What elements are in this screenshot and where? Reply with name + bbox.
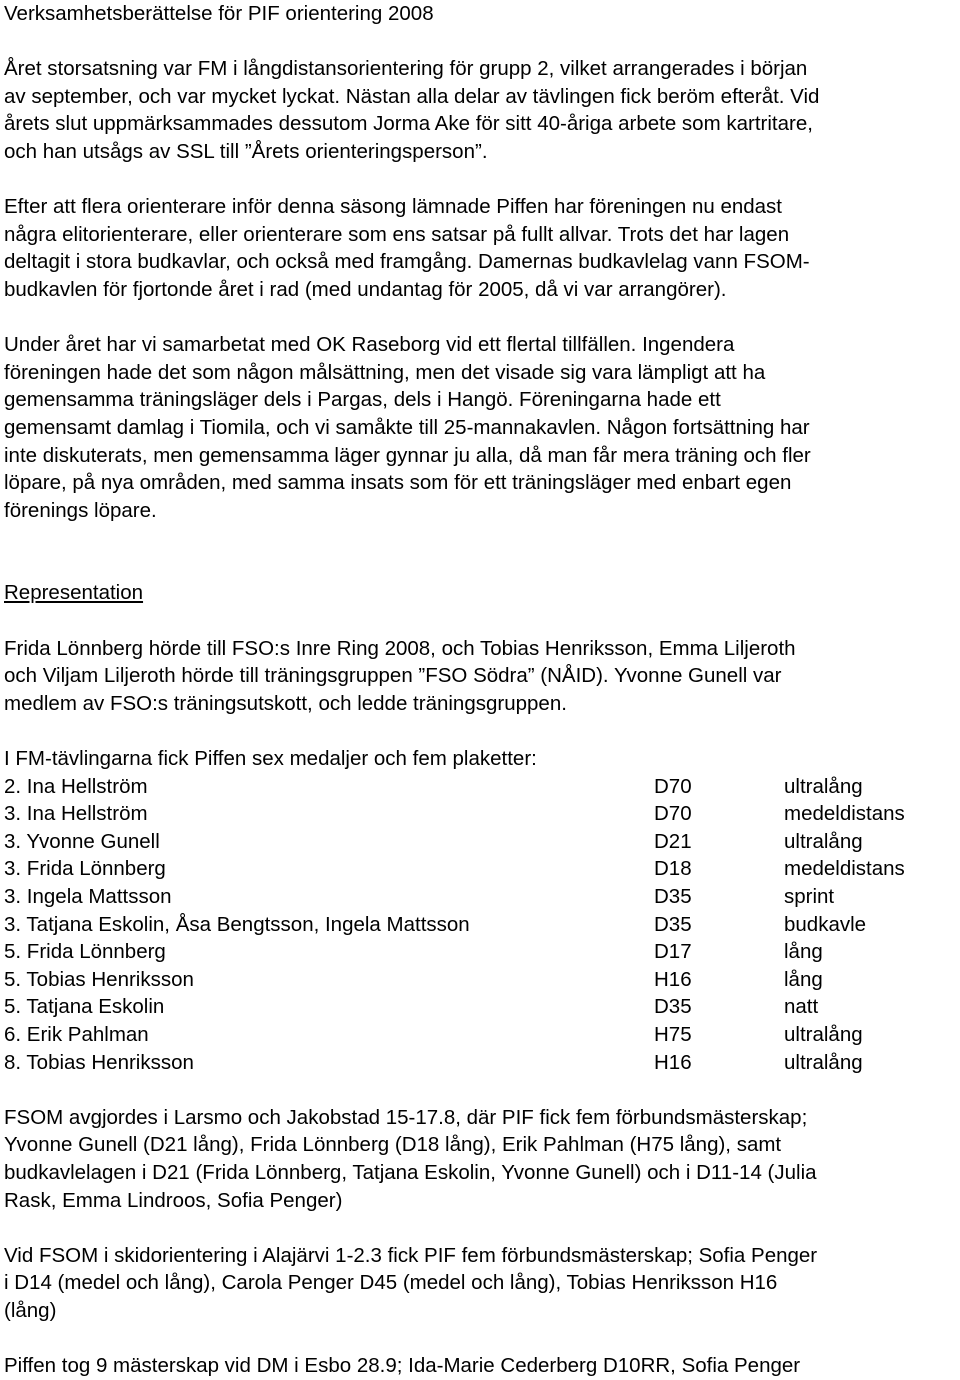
medal-class: D17 (654, 940, 692, 964)
text-line: årets slut uppmärksammades dessutom Jorma Ake för sitt 40-åriga arbete som kartritare, (4, 112, 813, 136)
text-line: föreningen hade det som någon målsättning, men det visade sig vara lämpligt att ha (4, 360, 766, 384)
list-item (4, 993, 960, 1021)
list-item (4, 1049, 960, 1077)
list-item (4, 1021, 960, 1049)
spacer (4, 28, 960, 56)
medal-class: D70 (654, 774, 692, 798)
text-line: Piffen tog 9 mästerskap vid DM i Esbo 28.9; Ida-Marie Cederberg D10RR, Sofia Penger (4, 1354, 801, 1378)
paragraph-representation (4, 635, 960, 718)
medal-distance: sprint (784, 885, 835, 908)
medals-intro: I FM-tävlingarna fick Piffen sex medaljer och fem plaketter: (4, 747, 537, 771)
document-title: Verksamhetsberättelse för PIF orientering 2008 (4, 2, 434, 25)
medal-distance: medeldistans (784, 802, 905, 826)
text-line: i D14 (medel och lång), Carola Penger D45 (medel och lång), Tobias Henriksson H16 (4, 1271, 778, 1295)
medal-name: 2. Ina Hellström (4, 774, 148, 798)
text-line: löpare, på nya områden, med samma insats som för ett träningsläger med enbart egen (4, 471, 792, 495)
medal-name: 8. Tobias Henriksson (4, 1050, 194, 1074)
paragraph-elite-runners (4, 193, 960, 303)
paragraph-fm-long-distance (4, 55, 960, 165)
medal-class: D18 (654, 857, 692, 881)
medal-distance: lång (784, 940, 823, 964)
text-line: budkavlen för fjortonde året i rad (med undantag för 2005, då vi var arrangörer). (4, 277, 727, 301)
list-item (4, 773, 960, 801)
text-line: några elitorienterare, eller orienterare som ens satsar på fullt allvar. Trots det har lagen (4, 222, 790, 246)
medal-name: 5. Frida Lönnberg (4, 940, 166, 964)
text-line: förenings löpare. (4, 498, 157, 522)
text-line: och Viljam Liljeroth hörde till träningsgruppen ”FSO Södra” (NÅID). Yvonne Gunell var (4, 664, 782, 688)
text-line: medlem av FSO:s träningsutskott, och ledde träningsgruppen. (4, 691, 567, 715)
medal-name: 5. Tatjana Eskolin (4, 995, 165, 1019)
medal-name: 3. Yvonne Gunell (4, 829, 160, 853)
paragraph-fsom (4, 1104, 960, 1214)
text-line: Vid FSOM i skidorientering i Alajärvi 1-2.3 fick PIF fem förbundsmästerskap; Sofia Penger (4, 1243, 818, 1267)
list-item (4, 800, 960, 828)
list-item (4, 883, 960, 911)
document-page (4, 0, 960, 1380)
text-line: Året storsatsning var FM i långdistansorientering för grupp 2, vilket arrangerades i början (4, 57, 808, 81)
text-line: Under året har vi samarbetat med OK Raseborg vid ett flertal tillfällen. Ingendera (4, 333, 735, 357)
list-item (4, 938, 960, 966)
medal-class: H16 (654, 967, 692, 991)
medal-name: 5. Tobias Henriksson (4, 967, 194, 991)
text-line: budkavlelagen i D21 (Frida Lönnberg, Tatjana Eskolin, Yvonne Gunell) och i D11-14 (Julia (4, 1160, 817, 1184)
spacer (4, 1325, 960, 1353)
text-line: gemensamt damlag i Tiomila, och vi samåkte till 25-mannakavlen. Någon fortsättning har (4, 415, 810, 439)
paragraph-dm (4, 1352, 960, 1380)
medal-name: 3. Tatjana Eskolin, Åsa Bengtsson, Ingela Mattsson (4, 912, 470, 936)
medal-name: 3. Ina Hellström (4, 802, 148, 826)
medals-list (4, 773, 960, 1077)
medal-class: D21 (654, 829, 692, 853)
spacer (4, 166, 960, 194)
medal-class: H75 (654, 1022, 692, 1046)
spacer (4, 607, 960, 635)
spacer (4, 1076, 960, 1104)
medal-name: 3. Frida Lönnberg (4, 857, 166, 881)
medal-distance: natt (784, 995, 819, 1019)
medal-class: D70 (654, 802, 692, 826)
text-line: av september, och var mycket lyckat. Nästan alla delar av tävlingen fick beröm efteråt. Vid (4, 84, 820, 108)
medal-distance: ultralång (784, 774, 863, 798)
medal-name: 6. Erik Pahlman (4, 1022, 149, 1046)
spacer (4, 524, 960, 552)
spacer (4, 304, 960, 332)
section-heading-representation: Representation (4, 581, 144, 605)
text-line: Rask, Emma Lindroos, Sofia Penger) (4, 1188, 343, 1212)
list-item (4, 966, 960, 994)
text-line: inte diskuterats, men gemensamma läger gynnar ju alla, då man får mera träning och fler (4, 443, 811, 467)
text-line: gemensamma träningsläger dels i Pargas, dels i Hangö. Föreningarna hade ett (4, 388, 721, 412)
medal-class: D35 (654, 912, 692, 936)
paragraph-ok-raseborg (4, 331, 960, 524)
medal-distance: lång (784, 967, 823, 991)
list-item (4, 855, 960, 883)
medal-name: 3. Ingela Mattsson (4, 885, 172, 908)
text-line: FSOM avgjordes i Larsmo och Jakobstad 15-17.8, där PIF fick fem förbundsmästerskap; (4, 1105, 808, 1129)
text-line: Frida Lönnberg hörde till FSO:s Inre Ring 2008, och Tobias Henriksson, Emma Liljeroth (4, 636, 796, 660)
spacer (4, 1214, 960, 1242)
medal-distance: medeldistans (784, 857, 905, 881)
medal-class: D35 (654, 885, 692, 908)
medal-class: H16 (654, 1050, 692, 1074)
medal-distance: ultralång (784, 829, 863, 853)
medal-distance: budkavle (784, 912, 867, 936)
text-line: och han utsågs av SSL till ”Årets orienteringsperson”. (4, 139, 488, 163)
medal-distance: ultralång (784, 1022, 863, 1046)
text-line: Efter att flera orienterare inför denna säsong lämnade Piffen har föreningen nu endast (4, 195, 782, 219)
spacer (4, 552, 960, 580)
list-item (4, 911, 960, 939)
list-item (4, 828, 960, 856)
spacer (4, 717, 960, 745)
text-line: deltagit i stora budkavlar, och också med framgång. Damernas budkavlelag vann FSOM- (4, 250, 810, 274)
medal-distance: ultralång (784, 1050, 863, 1074)
text-line: Yvonne Gunell (D21 lång), Frida Lönnberg (D18 lång), Erik Pahlman (H75 lång), samt (4, 1133, 782, 1157)
text-line: (lång) (4, 1298, 57, 1322)
paragraph-ski-orienteering (4, 1242, 960, 1325)
medal-class: D35 (654, 995, 692, 1019)
